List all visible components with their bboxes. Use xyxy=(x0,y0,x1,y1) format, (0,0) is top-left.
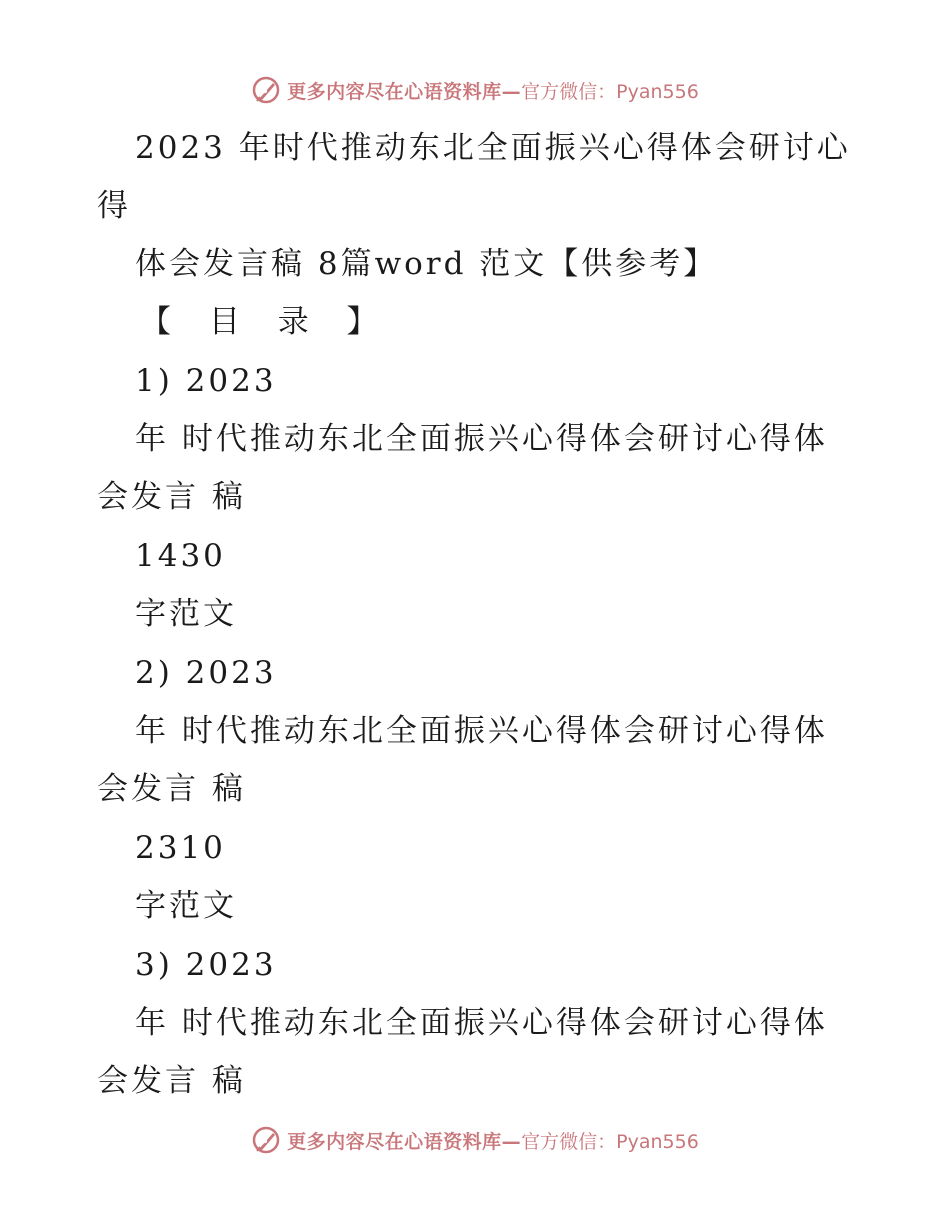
toc-item-1-suffix: 字范文 xyxy=(135,596,237,632)
document-title-line-2: 得 xyxy=(97,188,131,224)
document-title-line-1: 2023 年时代推动东北全面振兴心得体会研讨心 xyxy=(135,130,851,166)
promo-text: 更多内容尽在心语资料库— xyxy=(287,80,522,103)
quill-pen-logo-icon xyxy=(251,1125,281,1155)
toc-item-1-title-line-2: 会发言 稿 xyxy=(97,479,246,515)
toc-item-1-word-count: 1430 xyxy=(135,538,226,574)
toc-item-2-title-line-1: 年 时代推动东北全面振兴心得体会研讨心得体 xyxy=(135,713,828,749)
toc-heading: 【 目 录 】 xyxy=(140,304,392,340)
toc-item-2-suffix: 字范文 xyxy=(135,888,237,924)
toc-item-1-number: 1) 2023 xyxy=(135,363,277,399)
toc-item-2-title-line-2: 会发言 稿 xyxy=(97,771,246,807)
wechat-contact: 官方微信：Pyan556 xyxy=(521,1130,699,1153)
header-banner xyxy=(0,70,950,110)
document-title-line-3: 体会发言稿 8篇word 范文【供参考】 xyxy=(135,246,718,282)
toc-item-1-title-line-1: 年 时代推动东北全面振兴心得体会研讨心得体 xyxy=(135,421,828,457)
promo-text: 更多内容尽在心语资料库— xyxy=(287,1130,522,1153)
footer-banner xyxy=(0,1120,950,1160)
toc-item-3-title-line-1: 年 时代推动东北全面振兴心得体会研讨心得体 xyxy=(135,1005,828,1041)
wechat-contact: 官方微信：Pyan556 xyxy=(521,80,699,103)
toc-item-2-word-count: 2310 xyxy=(135,830,226,866)
toc-item-3-title-line-2: 会发言 稿 xyxy=(97,1063,246,1099)
toc-item-3-number: 3) 2023 xyxy=(135,947,277,983)
quill-pen-logo-icon xyxy=(251,75,281,105)
toc-item-2-number: 2) 2023 xyxy=(135,655,277,691)
